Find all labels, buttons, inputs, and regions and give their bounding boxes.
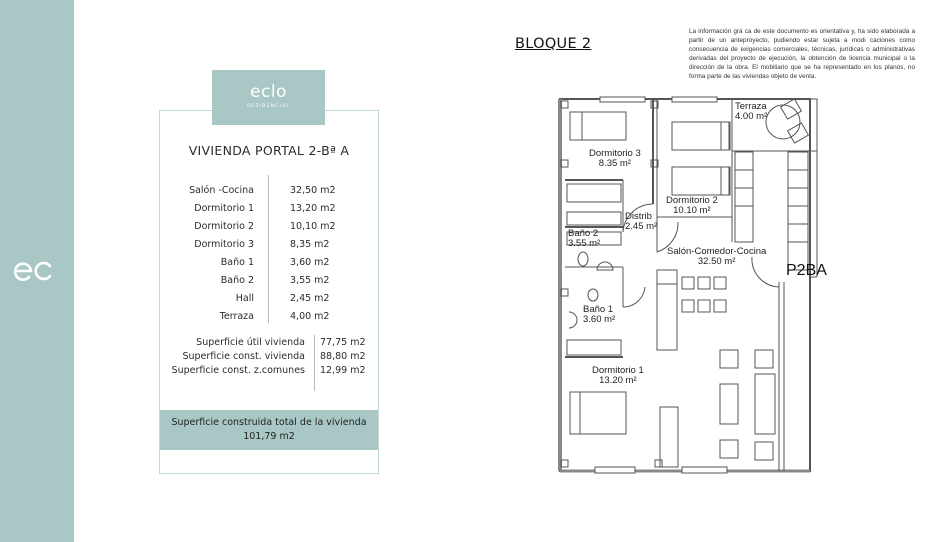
- room-label-name: Distrib: [625, 211, 652, 222]
- area-summary-card: [159, 110, 379, 474]
- room-label-name: Dormitorio 3: [589, 148, 641, 159]
- surface-name: Superficie útil vivienda: [196, 337, 305, 348]
- room-name: Baño 2: [220, 275, 254, 286]
- room-label-area: 3.55 m²: [568, 238, 601, 249]
- room-label-area: 2.45 m²: [625, 221, 658, 232]
- room-row: [160, 221, 378, 235]
- label-dormitorio-2: [666, 196, 718, 216]
- room-label-area: 8.35 m²: [598, 158, 631, 169]
- room-label-name: Baño 2: [568, 228, 599, 239]
- room-name: Terraza: [219, 311, 254, 322]
- room-area: 10,10 m2: [290, 221, 336, 232]
- label-bano-1: [583, 305, 615, 325]
- surface-value: 12,99 m2: [320, 365, 366, 376]
- room-label-name: Baño 1: [583, 304, 614, 315]
- room-name: Baño 1: [220, 257, 254, 268]
- room-area: 2,45 m2: [290, 293, 330, 304]
- room-label-name: Dormitorio 1: [592, 365, 644, 376]
- brand-wordmark: eclo: [250, 82, 287, 102]
- room-row: [160, 311, 378, 325]
- label-terraza: [735, 102, 767, 122]
- surface-value: 77,75 m2: [320, 337, 366, 348]
- room-row: [160, 239, 378, 253]
- room-row: [160, 185, 378, 199]
- room-row: [160, 257, 378, 271]
- surface-row: [160, 337, 378, 350]
- room-label-name: Dormitorio 2: [666, 195, 718, 206]
- unit-title: VIVIENDA PORTAL 2-Bª A: [188, 143, 350, 158]
- room-area: 3,60 m2: [290, 257, 330, 268]
- surface-row: [160, 351, 378, 364]
- room-label-area: 4.00 m²: [735, 111, 768, 122]
- room-label-area: 32.50 m²: [697, 256, 736, 267]
- brand-logo-box: [212, 70, 325, 125]
- surface-name: Superficie const. z.comunes: [171, 365, 305, 376]
- room-name: Dormitorio 2: [194, 221, 254, 232]
- room-area: 32,50 m2: [290, 185, 336, 196]
- ec-logo-icon: [14, 259, 54, 283]
- floor-plan: [555, 92, 845, 477]
- room-row: [160, 293, 378, 307]
- total-area-label: Superficie construida total de la vivienda: [171, 417, 367, 428]
- total-area-value: 101,79 m2: [243, 431, 295, 442]
- room-label-area: 10.10 m²: [673, 205, 711, 216]
- room-label-name: Terraza: [735, 101, 767, 112]
- label-distrib: [625, 212, 657, 232]
- surface-row: [160, 365, 378, 378]
- brand-subtitle: RESIDENCIAL: [246, 104, 291, 109]
- label-dormitorio-1: [592, 366, 644, 386]
- bloque-title: BLOQUE 2: [515, 36, 592, 52]
- room-label-area: 13.20 m²: [599, 375, 637, 386]
- room-name: Salón -Cocina: [189, 185, 254, 196]
- sidebar-band: [0, 0, 74, 542]
- room-label-area: 3.60 m²: [583, 314, 616, 325]
- label-bano-2: [568, 229, 600, 249]
- room-area: 4,00 m2: [290, 311, 330, 322]
- label-dormitorio-3: [589, 149, 641, 169]
- room-row: [160, 203, 378, 217]
- surface-name: Superficie const. vivienda: [182, 351, 305, 362]
- room-name: Hall: [235, 293, 254, 304]
- unit-code: P2BA: [786, 262, 827, 279]
- total-area-band: [160, 410, 378, 450]
- surface-value: 88,80 m2: [320, 351, 366, 362]
- room-name: Dormitorio 1: [194, 203, 254, 214]
- room-row: [160, 275, 378, 289]
- disclaimer-text: La información grá ca de este documento es orientativa y, ha sido elaborada a partir de un anteproyecto, pudiendo estar sujeta a modi caciones como consecuencia de exigencias comerciales, técnicas, jurídicas o administrativas derivadas del proyecto de ejecución, la obtención de licencia municipal o la dirección de la obra. El mobiliario que se ha representado en los planos, no forma parte de las viviendas objeto de venta.: [689, 28, 915, 81]
- room-label-name: Salón-Comedor-Cocina: [667, 246, 767, 257]
- label-salon-comedor-cocina: [667, 247, 766, 267]
- room-area: 13,20 m2: [290, 203, 336, 214]
- room-name: Dormitorio 3: [194, 239, 254, 250]
- room-area: 3,55 m2: [290, 275, 330, 286]
- room-area: 8,35 m2: [290, 239, 330, 250]
